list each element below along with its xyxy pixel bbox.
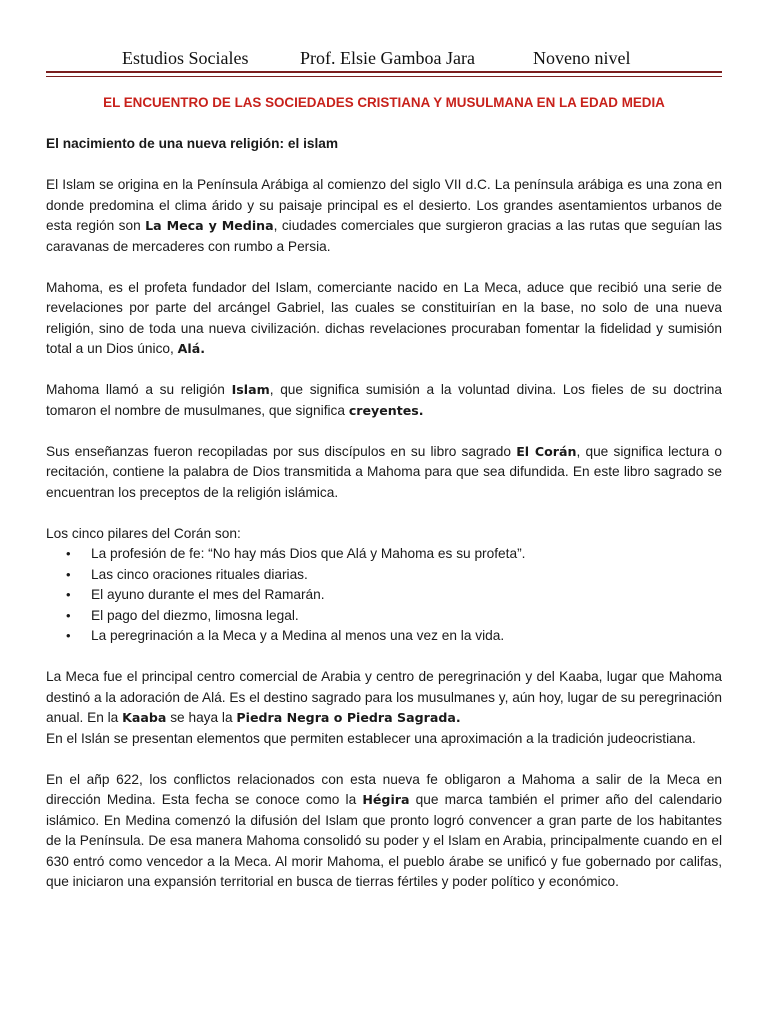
pillars-list (46, 544, 722, 647)
paragraph-text: se haya la (166, 710, 237, 725)
header-subject: Estudios Sociales (122, 48, 249, 68)
paragraph-coran (46, 442, 722, 504)
paragraph-origin (46, 175, 722, 257)
paragraph-hegira (46, 770, 722, 893)
paragraph-text: , que significa sumisión a la voluntad divina. Los fieles de su doctrina tomaron el nombre de musulmanes, que significa (46, 382, 722, 418)
list-item: • La profesión de fe: “No hay más Dios que Alá y Mahoma es su profeta”. (91, 544, 722, 565)
paragraph-text: que marca también el primer año del calendario islámico. En Medina comenzó la difusión del Islam que pronto logró convencer a gran parte de los habitantes de la Península. De esa manera Mahoma consolidó su poder y el Islam en Arabia, principalmente cuando en el 630 entró como vencedor a la Meca. Al morir Mahoma, el pueblo árabe se unificó y fue gobernado por califas, que iniciaron una expansión territorial en busca de tierras fértiles y poder político y económico. (46, 792, 723, 889)
paragraph-text: El Islam se origina en la Península Arábiga al comienzo del siglo VII d.C. La península arábiga es una zona en donde predomina el clima árido y su paisaje principal es el desierto. Los grandes asentamientos urbanos de esta región son (46, 177, 722, 233)
keyword-coran: El Corán (516, 443, 577, 459)
document-body (46, 134, 722, 913)
paragraph-judeocristiana: En el Islán se presentan elementos que permiten establecer una aproximación a la tradición judeocristiana. (46, 730, 696, 746)
pillars-intro: Los cinco pilares del Corán son: (46, 525, 241, 541)
keyword-kaaba: Kaaba (122, 710, 167, 725)
keyword-meca-medina: La Meca y Medina (145, 218, 274, 233)
header-rule-thin (46, 76, 722, 77)
paragraph-mahoma (46, 278, 722, 360)
header-level: Noveno nivel (533, 48, 631, 68)
list-item: • La peregrinación a la Meca y a Medina al menos una vez en la vida. (91, 626, 722, 647)
header-teacher: Prof. Elsie Gamboa Jara (300, 48, 475, 68)
paragraph-text: , ciudades comerciales que surgieron gracias a las rutas que seguían las caravanas de mercaderes con rumbo a Persia. (46, 218, 722, 254)
document-title: EL ENCUENTRO DE LAS SOCIEDADES CRISTIANA Y MUSULMANA EN LA EDAD MEDIA (103, 95, 665, 110)
keyword-islam: Islam (231, 382, 270, 397)
paragraph-text: La Meca fue el principal centro comercial de Arabia y centro de peregrinación y del Kaaba, lugar que Mahoma destinó a la adoración de Alá. Es el destino sagrado para los musulmanes y, aún hoy, lugar de su peregrinación anual. En la (46, 669, 722, 725)
paragraph-text: , que significa lectura o recitación, contiene la palabra de Dios transmitida a Mahoma para que sea difundida. En este libro sagrado se encuentran los preceptos de la religión islámica. (46, 443, 722, 500)
keyword-hegira: Hégira (362, 792, 410, 807)
keyword-creyentes: creyentes. (348, 402, 424, 418)
paragraph-text: Mahoma, es el profeta fundador del Islam, comerciante nacido en La Meca, aduce que recibió una serie de revelaciones por parte del arcángel Gabriel, las cuales se constituirían en la base, no solo de una nueva religión, sino de toda una nueva civilización. dichas revelaciones procuraban fomentar la fidelidad y sumisión total a un Dios único, (46, 279, 722, 356)
paragraph-text: En el añp 622, los conflictos relacionados con esta nueva fe obligaron a Mahoma a salir de la Meca en dirección Medina. Esta fecha se conoce como la (46, 771, 722, 807)
section-subtitle: El nacimiento de una nueva religión: el islam (46, 136, 339, 151)
list-item: • El pago del diezmo, limosna legal. (91, 606, 722, 627)
paragraph-islam (46, 380, 722, 421)
header-rule-thick (46, 71, 722, 73)
list-item: • Las cinco oraciones rituales diarias. (91, 565, 722, 586)
paragraph-meca (46, 667, 722, 729)
keyword-piedra-negra: Piedra Negra o Piedra Sagrada. (236, 710, 461, 725)
paragraph-text: Mahoma llamó a su religión (46, 382, 232, 397)
keyword-ala: Alá. (177, 341, 205, 356)
list-item: • El ayuno durante el mes del Ramarán. (91, 585, 722, 606)
page-header (46, 46, 722, 72)
paragraph-text: Sus enseñanzas fueron recopiladas por sus discípulos en su libro sagrado (46, 443, 517, 459)
